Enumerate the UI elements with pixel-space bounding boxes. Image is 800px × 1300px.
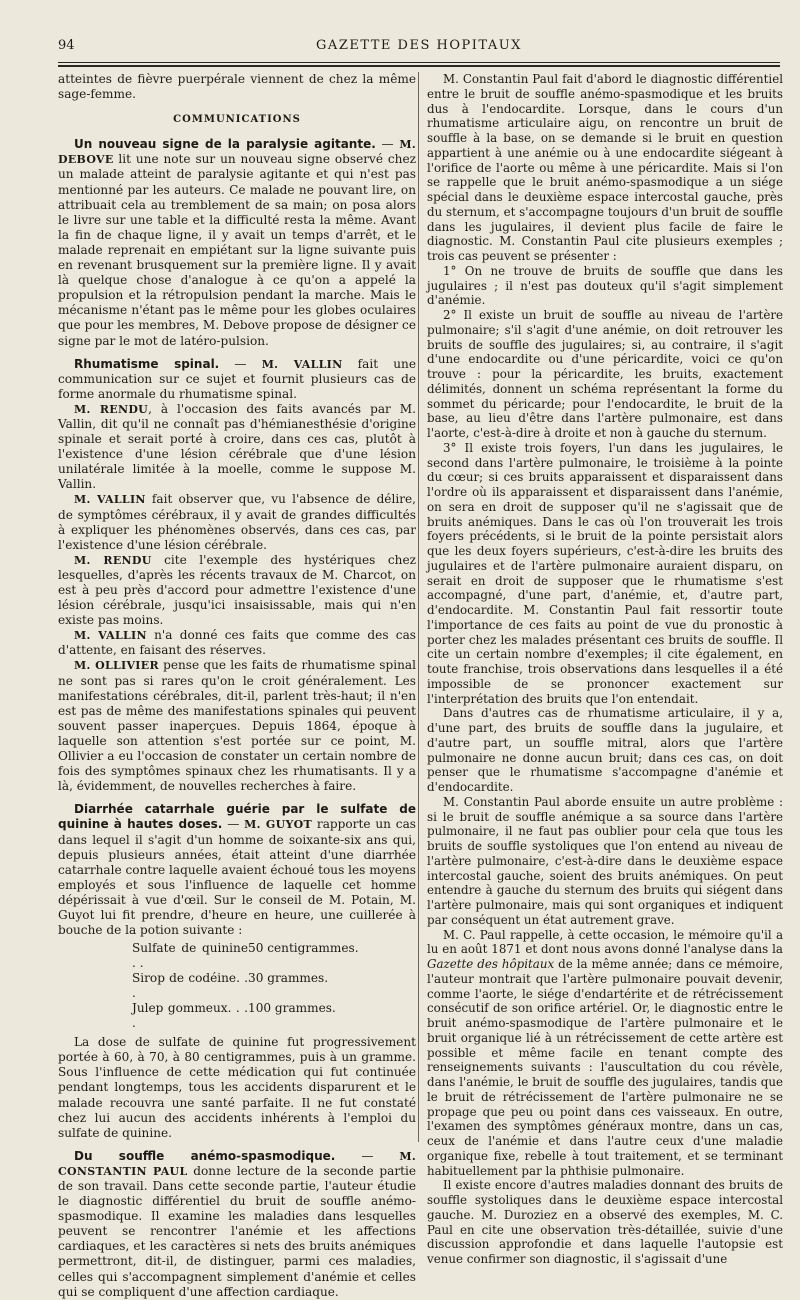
paragraph-rendu-1	[58, 402, 416, 493]
ingredient-dose: 100 grammes.	[248, 1001, 336, 1016]
paragraph-case-3: 3° Il existe trois foyers, l'un dans les jugulaires, le second dans l'artère pulmonaire, le troisième à la pointe du cœur; si ces bruits apparaissent et disparaissent dans l'ordre où ils apparaissent et disparaissent dans l'anémie, on sera en droit de supposer qu'il ne s'agissait que de bruits anémiques. Dans le cas où l'on trouverait les trois foyers précédents, si le bruit de la pointe persistait alors que les deux foyers supérieurs, c'est-à-dire les bruits des jugulaires et de l'artère pulmonaire auraient disparu, on serait en droit de supposer que le rhumatisme s'est accompagné, d'une part, d'anémie, et, d'autre part, d'endocardite. M. Constantin Paul fait ressortir toute l'importance de ces faits au point de vue du pronostic à porter chez les malades présentant ces bruits de souffle. Il cite un certain nombre d'exemples; il cite également, en toute franchise, trois observations dans lesquelles il a été impossible de se prononcer exactement sur l'interprétation des bruits que l'on entendait.	[427, 440, 783, 706]
prescription	[58, 941, 416, 1031]
ingredient-name: Julep gommeux. . . .	[132, 1001, 248, 1031]
article-title: Du souffle anémo-spasmodique.	[74, 1148, 336, 1163]
article-author: M. GUYOT	[244, 818, 313, 832]
page-header	[58, 38, 780, 58]
article-author: M. VALLIN	[261, 357, 343, 371]
article-text: lit une note sur un nouveau signe observé chez un malade atteint de paralysie agitante et qui n'est pas mentionné par les auteurs. Ce malade ne pouvant lire, on attribuait cela au tremblement de sa main; on posa alors le livre sur une table et la difficulté resta la même. Avant la fin de chaque ligne, il y avait un temps d'arrêt, et le malade reprenait en empiétant sur la ligne suivante puis en revenant brusquement sur la première ligne. Il y avait là quelque chose d'analogue à ce qu'on a appelé la propulsion et la rétropulsion pendant la marche. Mais le mécanisme n'étant pas le même pour les globes oculaires que pour les membres, M. Debove propose de désigner ce signe par le mot de latéro-pulsion.	[58, 152, 416, 348]
paragraph-vallin-2	[58, 628, 416, 658]
article-title: Diarrhée catarrhale guérie par le sulfate de quinine à hautes doses.	[58, 802, 416, 832]
left-column	[58, 72, 417, 1299]
ingredient-dose: 30 grammes.	[248, 971, 329, 986]
prescription-row	[58, 971, 416, 1001]
ingredient-dose: 50 centigrammes.	[248, 941, 359, 956]
article-paralysie: Un nouveau signe de la paralysie agitante. — M. DEBOVE lit une note sur un nouveau signe observé chez un malade atteint de paralysie agitante et qui n'est pas mentionné par les auteurs. Ce malade ne pouvant lire, on attribuait cela au tremblement de sa main; on posa alors le livre sur une table et la difficulté resta la même. Avant la fin de chaque ligne, il y avait un temps d'arrêt, et le malade reprenait en empiétant sur la ligne suivante puis en revenant brusquement sur la première ligne. Il y avait là quelque chose d'analogue à ce qu'on a appelé la propulsion et la rétropulsion pendant la marche. Mais le mécanisme n'étant pas le même pour les globes oculaires que pour les membres, M. Debove propose de désigner ce signe par le mot de latéro-pulsion.	[58, 137, 416, 348]
header-rule-thin	[58, 62, 780, 63]
ingredient-name: Sirop de codéine. . .	[132, 971, 248, 1001]
page-number: 94	[58, 38, 75, 53]
speaker-name: M. OLLIVIER	[74, 659, 159, 673]
paragraph-text: , à l'occasion des faits avancés par M. Vallin, dit qu'il ne connaît pas d'hémianesthésie d'origine spinale et serait porté à croire, dans ces cas, plutôt à l'existence d'une lésion cérébrale que d'une lésion unilatérale limitée à la moelle, comme le suppose M. Vallin.	[58, 401, 417, 492]
article-title: Rhumatisme spinal.	[74, 356, 220, 371]
ingredient-name: Sulfate de quinine . .	[132, 941, 248, 971]
column-divider	[418, 72, 419, 1142]
paragraph-vallin-1	[58, 492, 416, 552]
paragraph-diagnostic: M. Constantin Paul fait d'abord le diagnostic différentiel entre le bruit de souffle anémo-spasmodique et les bruits dus à l'endocardite. Lorsque, dans le cours d'un rhumatisme articulaire aigu, on rencontre un bruit de souffle à la base, on se demande si le bruit en question appartient à une anémie ou à une endocardite siégeant à l'orifice de l'aorte ou même à une péricardite. Mais si l'on se rappelle que le bruit anémo-spasmodique a un siége spécial dans le deuxième espace intercostal gauche, près du sternum, et s'accompagne toujours d'un bruit de souffle dans les jugulaires, il devient plus facile de faire le diagnostic. M. Constantin Paul cite plusieurs exemples ; trois cas peuvent se présenter :	[427, 72, 783, 263]
gazette-citation: Gazette des hôpitaux	[427, 957, 555, 971]
paragraph-problem: M. Constantin Paul aborde ensuite un autre problème : si le bruit de souffle anémique a sa source dans l'artère pulmonaire, il ne faut pas oublier pour cela que tous les bruits de souffle systoliques que l'on entend au niveau de l'artère pulmonaire, c'est-à-dire dans le deuxième espace intercostal gauche, soient des bruits anémiques. On peut entendre à gauche du sternum des bruits qui siégent dans l'artère pulmonaire, mais qui sont organiques et indiquent par conséquent un état autrement grave.	[427, 794, 783, 927]
paragraph-text: M. C. Paul rappelle, à cette occasion, le mémoire qu'il a lu en août 1871 et dont nous avons donné l'analyse dans la	[427, 927, 783, 957]
paragraph-diarrhee-result: La dose de sulfate de quinine fut progressivement portée à 60, à 70, à 80 centigrammes, puis à un gramme. Sous l'influence de cette médication qui fut continuée pendant longtemps, tous les accidents disparurent et le malade recouvra une santé parfaite. Il ne fut constaté chez lui aucun des accidents inhérents à l'emploi du sulfate de quinine.	[58, 1035, 416, 1140]
paragraph-case-2: 2° Il existe un bruit de souffle au niveau de l'artère pulmonaire; s'il s'agit d'une anémie, on doit retrouver les bruits de souffle des jugulaires; si, au contraire, il s'agit d'une endocardite ou d'une péricardite, voici ce qu'on trouve : pour la péricardite, les bruits, exactement délimités, donnent un schéma représentant la forme du sommet du péricarde; pour l'endocardite, le bruit de la base, au lieu d'être dans l'artère pulmonaire, est dans l'aorte, c'est-à-dire à droite et non à gauche du sternum.	[427, 308, 783, 440]
speaker-name: M. RENDU	[74, 402, 149, 416]
paragraph-text: fait observer que, vu l'absence de délire, de symptômes cérébraux, il y avait de grandes difficultés à expliquer les phénomènes observés, dans ces cas, par l'existence d'une lésion cérébrale.	[58, 492, 416, 552]
paragraph-rendu-2	[58, 553, 416, 628]
article-rhumatisme: Rhumatisme spinal. — M. VALLIN fait une communication sur ce sujet et fournit plusieurs cas de forme anormale du rhumatisme spinal.	[58, 356, 416, 401]
article-text: donne lecture de la seconde partie de son travail. Dans cette seconde partie, l'auteur étudie le diagnostic différentiel du bruit de souffle anémo-spasmodique. Il examine les maladies dans lesquelles peuvent se rencontrer l'anémie et les affections cardiaques, et les caractères si nets des bruits anémiques permettront, dit-il, de distinguer, parmi ces maladies, celles qui s'accompagnent simplement d'anémie et celles qui se compliquent d'une affection cardiaque.	[58, 1163, 416, 1299]
journal-title: GAZETTE DES HOPITAUX	[316, 38, 522, 53]
paragraph-text: n'a donné ces faits que comme des cas d'attente, en faisant des réserves.	[58, 628, 416, 658]
paragraph-text: cite l'exemple des hystériques chez lesquelles, d'après les récents travaux de M. Charcot, on est à peu près d'accord pour admettre l'existence d'une lésion cérébrale, jusqu'ici insaisissable, mais qui n'en existe pas moins.	[58, 552, 416, 628]
paragraph-memoire	[427, 928, 783, 1179]
article-souffle: Du souffle anémo-spasmodique. — M. CONSTANTIN PAUL donne lecture de la seconde partie de son travail. Dans cette seconde partie, l'auteur étudie le diagnostic différentiel du bruit de souffle anémo-spasmodique. Il examine les maladies dans lesquelles peuvent se rencontrer l'anémie et les affections cardiaques, et les caractères si nets des bruits anémiques permettront, dit-il, de distinguer, parmi ces maladies, celles qui s'accompagnent simplement d'anémie et celles qui se compliquent d'une affection cardiaque.	[58, 1148, 416, 1299]
paragraph-other-cases: Dans d'autres cas de rhumatisme articulaire, il y a, d'une part, des bruits de souffle dans la jugulaire, et d'autre part, un souffle mitral, alors que l'artère pulmonaire ne donne aucun bruit; dans ces cas, on doit penser que le rhumatisme s'accompagne d'anémie et d'endocardite.	[427, 706, 783, 794]
paragraph-case-1: 1° On ne trouve de bruits de souffle que dans les jugulaires ; il n'est pas douteux qu'il s'agit simplement d'anémie.	[427, 263, 783, 308]
speaker-name: M. VALLIN	[74, 629, 147, 643]
right-column	[427, 72, 783, 1266]
article-text: rapporte un cas dans lequel il s'agit d'un homme de soixante-six ans qui, depuis plusieurs années, était atteint d'une diarrhée catarrhale contre laquelle avaient échoué tous les moyens employés et sous l'influence de laquelle cet homme dépérissait à vue d'œil. Sur le conseil de M. Potain, M. Guyot lui fit prendre, d'heure en heure, une cuillerée à bouche de la potion suivante :	[58, 817, 416, 938]
paragraph-text: pense que les faits de rhumatisme spinal ne sont pas si rares qu'on le croit généralement. Les manifestations cérébrales, dit-il, parlent très-haut; il n'en est pas de même des manifestations spinales qui peuvent souvent passer inaperçues. Depuis 1864, époque à laquelle son attention s'est portée sur ce point, M. Ollivier a eu l'occasion de constater un certain nombre de fois des symptômes spinaux chez les rhumatisants. Il y a là, évidemment, de nouvelles recherches à faire.	[58, 658, 416, 794]
header-rule-thick	[58, 65, 780, 67]
article-author: M. DEBOVE	[58, 138, 416, 167]
article-author: M. CONSTANTIN PAUL	[58, 1149, 416, 1178]
paragraph-other-diseases: Il existe encore d'autres maladies donnant des bruits de souffle systoliques dans le deuxième espace intercostal gauche. M. Duroziez en a observé des exemples, M. C. Paul en cite une observation très-détaillée, suivie d'une discussion approfondie et dans laquelle l'autopsie est venue confirmer son diagnostic, il s'agissait d'une	[427, 1178, 783, 1266]
article-diarrhee: Diarrhée catarrhale guérie par le sulfate de quinine à hautes doses. — M. GUYOT rapporte un cas dans lequel il s'agit d'un homme de soixante-six ans qui, depuis plusieurs années, était atteint d'une diarrhée catarrhale contre laquelle avaient échoué tous les moyens employés et sous l'influence de laquelle cet homme dépérissait à vue d'œil. Sur le conseil de M. Potain, M. Guyot lui fit prendre, d'heure en heure, une cuillerée à bouche de la potion suivante :	[58, 802, 416, 938]
paragraph-text: de la même année; dans ce mémoire, l'auteur montrait que l'artère pulmonaire pouvait devenir, comme l'aorte, le siége d'endartérite et de rétrécissement consécutif de son orifice artériel. Or, le diagnostic entre le bruit anémo-spasmodique de l'artère pulmonaire et le bruit organique lié à un rétrécissement de cette artère est possible et même facile en tenant compte des renseignements suivants : l'auscultation du cou révèle, dans l'anémie, le bruit de souffle des jugulaires, tandis que le bruit de rétrécissement de l'artère pulmonaire ne se propage que peu ou point dans ces vaisseaux. En outre, l'examen des symptômes généraux montre, dans un cas, ceux de l'anémie et dans l'autre ceux d'une maladie organique fixe, rebelle à tout traitement, et se terminant habituellement par la phthisie pulmonaire.	[427, 957, 783, 1178]
article-title: Un nouveau signe de la paralysie agitante.	[74, 137, 376, 152]
speaker-name: M. RENDU	[74, 553, 152, 567]
prescription-row	[58, 1001, 416, 1031]
speaker-name: M. VALLIN	[74, 493, 146, 507]
intro-paragraph: atteintes de fièvre puerpérale viennent de chez la même sage-femme.	[58, 72, 416, 102]
paragraph-ollivier	[58, 658, 416, 794]
prescription-row	[58, 941, 416, 971]
article-text: fait une communication sur ce sujet et fournit plusieurs cas de forme anormale du rhumatisme spinal.	[58, 356, 416, 401]
section-title: COMMUNICATIONS	[173, 114, 301, 126]
